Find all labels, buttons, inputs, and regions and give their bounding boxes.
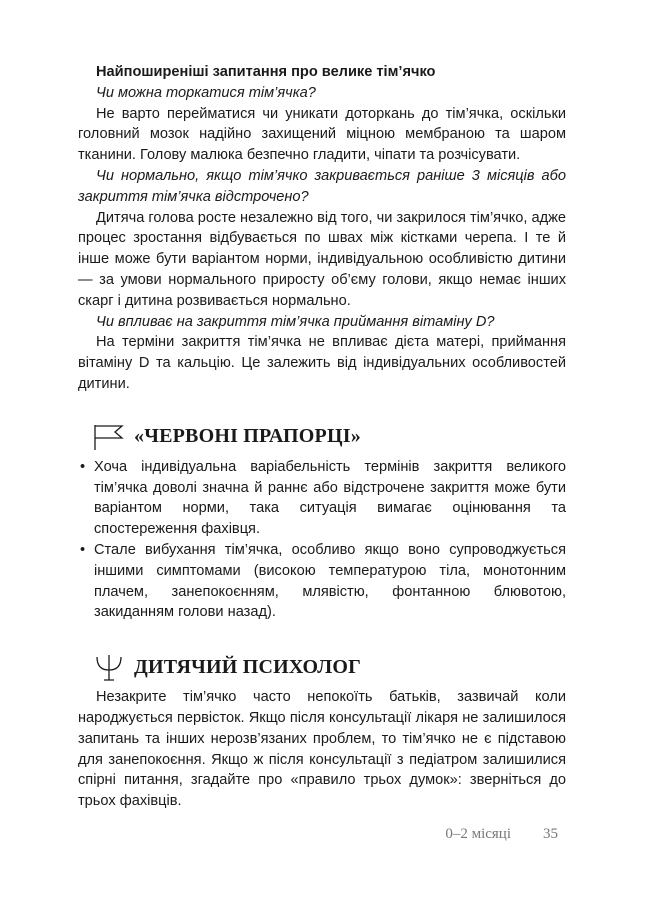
faq-question-3: Чи впливає на закриття тім’ячка приймання вітаміну D? [96,313,495,330]
faq-question-1: Чи можна торкатися тім’ячка? [96,84,316,101]
flag-icon [92,423,126,451]
red-flags-list [78,457,566,623]
page-number: 35 [543,826,558,842]
psychologist-text: Незакрите тім’ячко часто непокоїть батьків, зазвичай коли народжується первісток. Якщо після консультації лікаря не залишилося запитань та інших нерозв’язаних проблем, то тім’ячко не є підставою для занепокоєння. Якщо ж після консультації з педіатром залишилися спірні питання, згадайте про «правило трьох думок»: зверніться до трьох фахівців. [78,689,566,810]
red-flag-text-2: Стале вибухання тім’ячка, особливо якщо воно супроводжується іншими симптомами (високою температурою тіла, монотонним плачем, занепокоєнням, млявістю, фонтанною блювотою, закиданням голови назад). [94,541,566,621]
psychologist-heading [78,653,566,681]
faq-question-2: Чи нормально, якщо тім’ячко закривається раніше 3 місяців або закриття тім’ячка відстрочено? [78,167,566,205]
red-flag-text-1: Хоча індивідуальна варіабельність термінів закриття великого тім’ячка доволі значна й раннє або відстрочене закриття може бути варіантом норми, така ситуація вимагає оцінювання та спостереження фахівця. [94,458,566,538]
psychologist-title: ДИТЯЧИЙ ПСИХОЛОГ [134,655,362,678]
faq-heading: Найпоширеніші запитання про велике тім’ячко [96,64,436,80]
psi-icon [92,653,126,681]
list-item: • Хоча індивідуальна варіабельність термінів закриття великого тім’ячка доволі значна й раннє або відстрочене закриття може бути варіантом норми, така ситуація вимагає оцінювання та спостереження фахівця. [80,458,566,538]
red-flags-title: «ЧЕРВОНІ ПРАПОРЦІ» [134,425,361,448]
chapter-label: 0–2 місяці [445,826,511,842]
faq-answer-1: Не варто перейматися чи уникати доторкань до тім’ячка, оскільки головний мозок надійно захищений міцною мембраною та шаром тканини. Голову малюка безпечно гладити, чіпати та розчісувати. [78,105,566,164]
red-flags-heading [78,423,566,451]
list-item: • Стале вибухання тім’ячка, особливо якщо воно супроводжується іншими симптомами (високою температурою тіла, монотонним плачем, занепокоєнням, млявістю, фонтанною блювотою, закиданням голови назад). [80,541,566,621]
faq-answer-3: На терміни закриття тім’ячка не впливає дієта матері, приймання вітаміну D та кальцію. Це залежить від індивідуальних особливостей дитини. [78,334,566,392]
page-content [78,62,566,812]
faq-answer-2: Дитяча голова росте незалежно від того, чи закрилося тім’ячко, адже процес зростання відбувається по швах між кістками черепа. І те й інше може бути варіантом норми, індивідуальною особливістю дитини — за умови нормального приросту об’єму голови, якщо немає інших скарг і дитина розвивається нормально. [78,209,566,309]
page-footer [445,826,558,843]
